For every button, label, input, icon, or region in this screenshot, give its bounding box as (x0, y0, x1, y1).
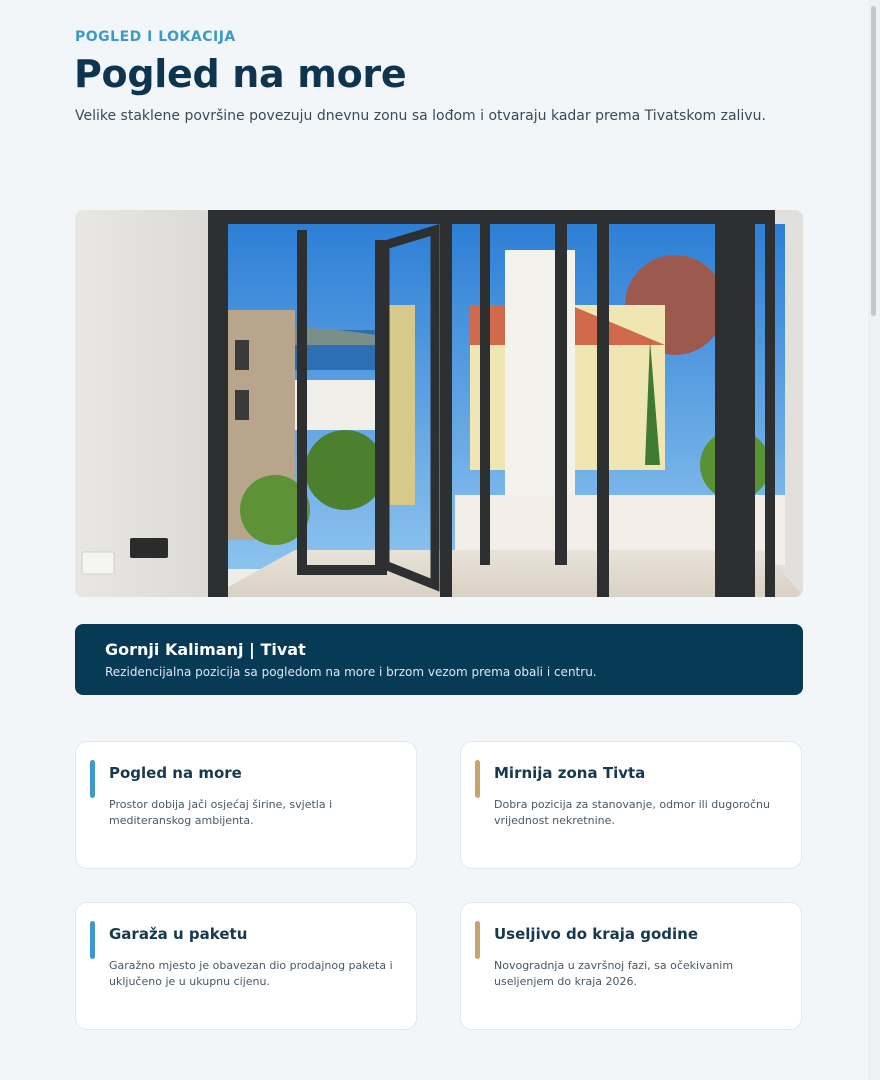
page-subtitle: Velike staklene površine povezuju dnevnu zonu sa lođom i otvaraju kadar prema Tivatskom zalivu. (75, 108, 766, 124)
card-title: Garaža u paketu (109, 925, 248, 943)
page-title: Pogled na more (74, 52, 407, 96)
card-text: Dobra pozicija za stanovanje, odmor ili dugoročnu vrijednost nekretnine. (494, 798, 770, 827)
location-title: Gornji Kalimanj | Tivat (105, 640, 306, 659)
card-accent-bar (475, 760, 480, 798)
card-accent-bar (90, 921, 95, 959)
feature-card-sea-view (75, 741, 417, 869)
location-description: Rezidencijalna pozicija sa pogledom na more i brzom vezom prema obali i centru. (105, 665, 597, 679)
card-accent-bar (90, 760, 95, 798)
feature-card-move-in (460, 902, 802, 1030)
card-text: Novogradnja u završnoj fazi, sa očekivanim useljenjem do kraja 2026. (494, 959, 734, 988)
card-title: Pogled na more (109, 764, 242, 782)
section-eyebrow: POGLED I LOKACIJA (75, 29, 236, 45)
card-text: Garažno mjesto je obavezan dio prodajnog paketa i uključeno je u ukupnu cijenu. (109, 959, 393, 988)
card-title: Mirnija zona Tivta (494, 764, 646, 782)
scrollbar-thumb[interactable] (871, 6, 876, 316)
location-banner (75, 624, 803, 695)
scrollbar[interactable] (868, 0, 880, 1080)
feature-card-garage (75, 902, 417, 1030)
feature-card-quiet-zone (460, 741, 802, 869)
card-title: Useljivo do kraja godine (494, 925, 699, 943)
interior-sea-view-photo (75, 210, 803, 597)
card-text: Prostor dobija jači osjećaj širine, svjetla i mediteranskog ambijenta. (109, 798, 333, 827)
card-accent-bar (475, 921, 480, 959)
